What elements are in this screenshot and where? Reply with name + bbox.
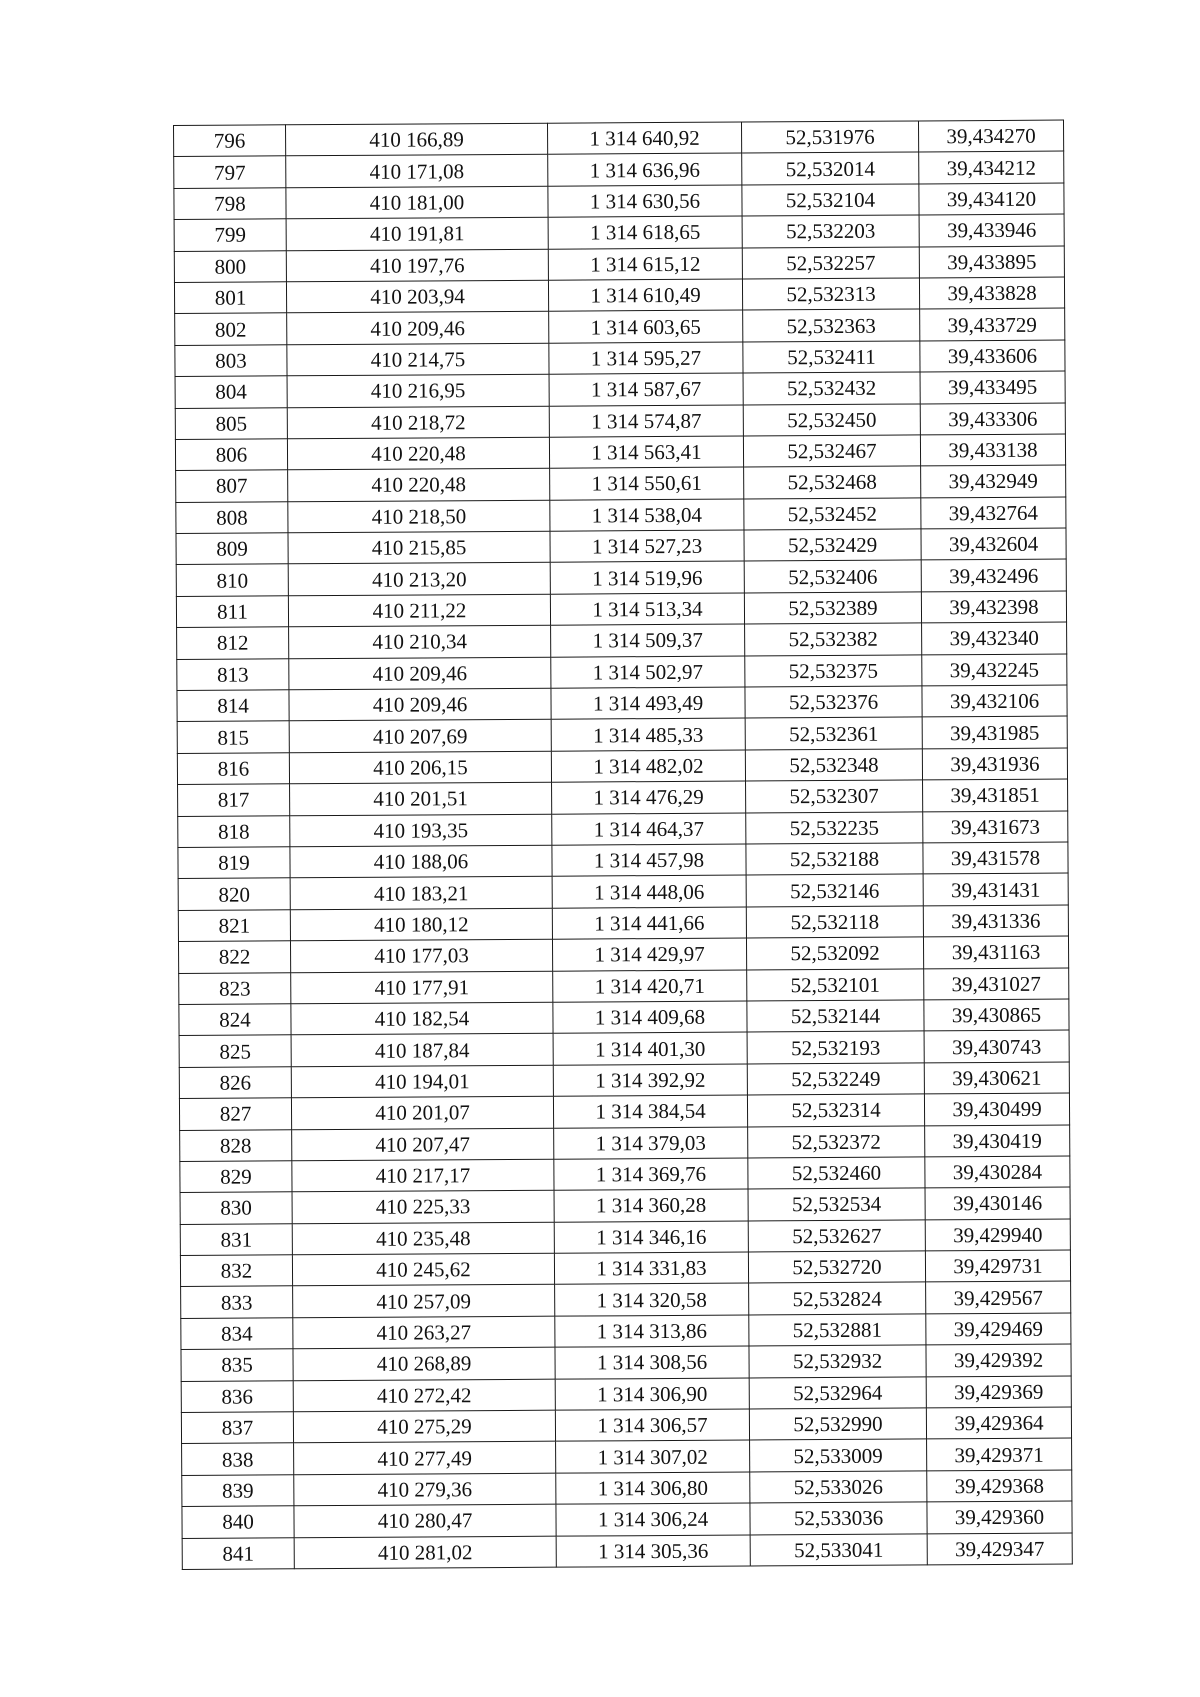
latitude-cell: 52,532534 — [748, 1188, 925, 1220]
x-coordinate-cell: 410 272,42 — [293, 1379, 555, 1412]
latitude-cell: 52,532375 — [745, 655, 922, 687]
y-coordinate-cell: 1 314 429,97 — [552, 938, 746, 971]
y-coordinate-cell: 1 314 603,65 — [549, 310, 743, 343]
longitude-cell: 39,432604 — [921, 528, 1066, 560]
y-coordinate-cell: 1 314 587,67 — [549, 373, 743, 406]
x-coordinate-cell: 410 201,51 — [290, 782, 552, 815]
point-number-cell: 837 — [181, 1412, 293, 1444]
point-number-cell: 817 — [178, 784, 290, 816]
latitude-cell: 52,532188 — [746, 843, 923, 875]
point-number-cell: 811 — [176, 596, 288, 628]
x-coordinate-cell: 410 218,50 — [288, 500, 550, 533]
latitude-cell: 52,532235 — [746, 812, 923, 844]
latitude-cell: 52,532348 — [745, 749, 922, 781]
latitude-cell: 52,533041 — [750, 1533, 927, 1565]
y-coordinate-cell: 1 314 630,56 — [548, 185, 742, 218]
longitude-cell: 39,429940 — [925, 1219, 1070, 1251]
point-number-cell: 831 — [180, 1223, 292, 1255]
latitude-cell: 52,532429 — [744, 529, 921, 561]
latitude-cell: 52,532406 — [744, 560, 921, 592]
point-number-cell: 818 — [178, 815, 290, 847]
point-number-cell: 826 — [179, 1067, 291, 1099]
latitude-cell: 52,533009 — [750, 1439, 927, 1471]
longitude-cell: 39,433946 — [919, 214, 1064, 246]
point-number-cell: 800 — [174, 250, 286, 282]
x-coordinate-cell: 410 214,75 — [287, 343, 549, 376]
point-number-cell: 808 — [176, 501, 288, 533]
x-coordinate-cell: 410 220,48 — [287, 437, 549, 470]
point-number-cell: 797 — [174, 156, 286, 188]
latitude-cell: 52,532468 — [744, 466, 921, 498]
point-number-cell: 834 — [181, 1318, 293, 1350]
point-number-cell: 798 — [174, 188, 286, 220]
x-coordinate-cell: 410 171,08 — [286, 155, 548, 188]
coordinates-table — [173, 120, 1073, 1570]
x-coordinate-cell: 410 194,01 — [291, 1065, 553, 1098]
latitude-cell: 52,532411 — [743, 341, 920, 373]
longitude-cell: 39,430743 — [924, 1030, 1069, 1062]
x-coordinate-cell: 410 216,95 — [287, 374, 549, 407]
longitude-cell: 39,431936 — [922, 748, 1067, 780]
x-coordinate-cell: 410 209,46 — [287, 312, 549, 345]
point-number-cell: 799 — [174, 219, 286, 251]
latitude-cell: 52,532092 — [746, 937, 923, 969]
latitude-cell: 52,532881 — [749, 1314, 926, 1346]
longitude-cell: 39,431163 — [923, 936, 1068, 968]
point-number-cell: 806 — [175, 439, 287, 471]
y-coordinate-cell: 1 314 550,61 — [550, 467, 744, 500]
longitude-cell: 39,432340 — [922, 622, 1067, 654]
longitude-cell: 39,429364 — [926, 1407, 1071, 1439]
longitude-cell: 39,430146 — [925, 1187, 1070, 1219]
y-coordinate-cell: 1 314 640,92 — [547, 122, 741, 155]
latitude-cell: 52,532720 — [748, 1251, 925, 1283]
point-number-cell: 819 — [178, 847, 290, 879]
point-number-cell: 827 — [179, 1098, 291, 1130]
point-number-cell: 832 — [180, 1255, 292, 1287]
y-coordinate-cell: 1 314 306,90 — [555, 1378, 749, 1411]
point-number-cell: 801 — [174, 282, 286, 314]
latitude-cell: 52,532363 — [743, 309, 920, 341]
longitude-cell: 39,430499 — [924, 1093, 1069, 1125]
x-coordinate-cell: 410 188,06 — [290, 845, 552, 878]
longitude-cell: 39,429347 — [927, 1533, 1072, 1565]
x-coordinate-cell: 410 268,89 — [293, 1347, 555, 1380]
point-number-cell: 840 — [182, 1506, 294, 1538]
longitude-cell: 39,433895 — [919, 246, 1064, 278]
latitude-cell: 52,532144 — [747, 1000, 924, 1032]
y-coordinate-cell: 1 314 379,03 — [554, 1127, 748, 1160]
point-number-cell: 812 — [177, 627, 289, 659]
latitude-cell: 52,532249 — [747, 1063, 924, 1095]
y-coordinate-cell: 1 314 502,97 — [551, 656, 745, 689]
longitude-cell: 39,430419 — [925, 1125, 1070, 1157]
longitude-cell: 39,429469 — [926, 1313, 1071, 1345]
longitude-cell: 39,432949 — [921, 465, 1066, 497]
longitude-cell: 39,433138 — [920, 434, 1065, 466]
x-coordinate-cell: 410 235,48 — [292, 1222, 554, 1255]
point-number-cell: 803 — [175, 345, 287, 377]
x-coordinate-cell: 410 191,81 — [286, 217, 548, 250]
x-coordinate-cell: 410 180,12 — [290, 908, 552, 941]
x-coordinate-cell: 410 245,62 — [292, 1253, 554, 1286]
y-coordinate-cell: 1 314 306,57 — [555, 1409, 749, 1442]
x-coordinate-cell: 410 207,69 — [289, 720, 551, 753]
x-coordinate-cell: 410 257,09 — [293, 1285, 555, 1318]
point-number-cell: 809 — [176, 533, 288, 565]
y-coordinate-cell: 1 314 401,30 — [553, 1032, 747, 1065]
point-number-cell: 810 — [176, 564, 288, 596]
y-coordinate-cell: 1 314 513,34 — [550, 593, 744, 626]
x-coordinate-cell: 410 225,33 — [292, 1190, 554, 1223]
y-coordinate-cell: 1 314 313,86 — [555, 1315, 749, 1348]
latitude-cell: 52,532450 — [743, 403, 920, 435]
x-coordinate-cell: 410 183,21 — [290, 877, 552, 910]
y-coordinate-cell: 1 314 610,49 — [548, 279, 742, 312]
longitude-cell: 39,429731 — [925, 1250, 1070, 1282]
y-coordinate-cell: 1 314 482,02 — [551, 750, 745, 783]
longitude-cell: 39,431336 — [923, 905, 1068, 937]
x-coordinate-cell: 410 210,34 — [289, 625, 551, 658]
x-coordinate-cell: 410 181,00 — [286, 186, 548, 219]
y-coordinate-cell: 1 314 369,76 — [554, 1158, 748, 1191]
latitude-cell: 52,532307 — [746, 780, 923, 812]
point-number-cell: 804 — [175, 376, 287, 408]
x-coordinate-cell: 410 177,03 — [290, 939, 552, 972]
y-coordinate-cell: 1 314 384,54 — [553, 1095, 747, 1128]
latitude-cell: 52,532314 — [747, 1094, 924, 1126]
point-number-cell: 816 — [177, 753, 289, 785]
point-number-cell: 833 — [181, 1286, 293, 1318]
longitude-cell: 39,432245 — [922, 654, 1067, 686]
y-coordinate-cell: 1 314 595,27 — [549, 342, 743, 375]
y-coordinate-cell: 1 314 485,33 — [551, 718, 745, 751]
x-coordinate-cell: 410 201,07 — [291, 1096, 553, 1129]
y-coordinate-cell: 1 314 360,28 — [554, 1189, 748, 1222]
x-coordinate-cell: 410 280,47 — [294, 1504, 556, 1537]
latitude-cell: 52,532257 — [742, 247, 919, 279]
x-coordinate-cell: 410 215,85 — [288, 531, 550, 564]
latitude-cell: 52,532990 — [749, 1408, 926, 1440]
y-coordinate-cell: 1 314 392,92 — [553, 1064, 747, 1097]
latitude-cell: 52,532382 — [745, 623, 922, 655]
point-number-cell: 828 — [180, 1129, 292, 1161]
y-coordinate-cell: 1 314 574,87 — [549, 405, 743, 438]
latitude-cell: 52,532101 — [747, 968, 924, 1000]
y-coordinate-cell: 1 314 306,24 — [556, 1503, 750, 1536]
longitude-cell: 39,433495 — [920, 371, 1065, 403]
x-coordinate-cell: 410 203,94 — [286, 280, 548, 313]
longitude-cell: 39,433729 — [920, 308, 1065, 340]
point-number-cell: 821 — [178, 910, 290, 942]
y-coordinate-cell: 1 314 307,02 — [556, 1440, 750, 1473]
point-number-cell: 836 — [181, 1380, 293, 1412]
point-number-cell: 838 — [182, 1443, 294, 1475]
longitude-cell: 39,431851 — [923, 779, 1068, 811]
latitude-cell: 52,532467 — [743, 435, 920, 467]
longitude-cell: 39,431027 — [924, 968, 1069, 1000]
point-number-cell: 813 — [177, 658, 289, 690]
longitude-cell: 39,431578 — [923, 842, 1068, 874]
x-coordinate-cell: 410 211,22 — [288, 594, 550, 627]
x-coordinate-cell: 410 281,02 — [294, 1536, 556, 1569]
point-number-cell: 829 — [180, 1161, 292, 1193]
longitude-cell: 39,433606 — [920, 340, 1065, 372]
point-number-cell: 820 — [178, 878, 290, 910]
x-coordinate-cell: 410 279,36 — [294, 1473, 556, 1506]
x-coordinate-cell: 410 277,49 — [294, 1442, 556, 1475]
x-coordinate-cell: 410 193,35 — [290, 814, 552, 847]
longitude-cell: 39,434120 — [919, 183, 1064, 215]
latitude-cell: 52,532432 — [743, 372, 920, 404]
latitude-cell: 52,532193 — [747, 1031, 924, 1063]
y-coordinate-cell: 1 314 448,06 — [552, 875, 746, 908]
longitude-cell: 39,432106 — [922, 685, 1067, 717]
point-number-cell: 807 — [176, 470, 288, 502]
latitude-cell: 52,532460 — [748, 1157, 925, 1189]
y-coordinate-cell: 1 314 615,12 — [548, 248, 742, 281]
longitude-cell: 39,429392 — [926, 1344, 1071, 1376]
y-coordinate-cell: 1 314 519,96 — [550, 561, 744, 594]
point-number-cell: 835 — [181, 1349, 293, 1381]
latitude-cell: 52,531976 — [741, 121, 918, 153]
y-coordinate-cell: 1 314 509,37 — [551, 624, 745, 657]
x-coordinate-cell: 410 217,17 — [292, 1159, 554, 1192]
longitude-cell: 39,434212 — [919, 151, 1064, 183]
point-number-cell: 822 — [178, 941, 290, 973]
latitude-cell: 52,532118 — [746, 906, 923, 938]
point-number-cell: 815 — [177, 721, 289, 753]
y-coordinate-cell: 1 314 420,71 — [553, 970, 747, 1003]
x-coordinate-cell: 410 263,27 — [293, 1316, 555, 1349]
latitude-cell: 52,533036 — [750, 1502, 927, 1534]
y-coordinate-cell: 1 314 476,29 — [552, 781, 746, 814]
latitude-cell: 52,532361 — [745, 717, 922, 749]
x-coordinate-cell: 410 209,46 — [289, 688, 551, 721]
point-number-cell: 839 — [182, 1475, 294, 1507]
y-coordinate-cell: 1 314 320,58 — [555, 1283, 749, 1316]
latitude-cell: 52,532932 — [749, 1345, 926, 1377]
latitude-cell: 52,532389 — [744, 592, 921, 624]
x-coordinate-cell: 410 218,72 — [287, 406, 549, 439]
x-coordinate-cell: 410 209,46 — [289, 657, 551, 690]
table-row — [182, 1533, 1072, 1570]
x-coordinate-cell: 410 187,84 — [291, 1034, 553, 1067]
longitude-cell: 39,430621 — [924, 1062, 1069, 1094]
longitude-cell: 39,432496 — [921, 560, 1066, 592]
latitude-cell: 52,532376 — [745, 686, 922, 718]
longitude-cell: 39,431985 — [922, 716, 1067, 748]
y-coordinate-cell: 1 314 464,37 — [552, 813, 746, 846]
x-coordinate-cell: 410 177,91 — [291, 971, 553, 1004]
y-coordinate-cell: 1 314 538,04 — [550, 499, 744, 532]
longitude-cell: 39,432398 — [921, 591, 1066, 623]
y-coordinate-cell: 1 314 527,23 — [550, 530, 744, 563]
x-coordinate-cell: 410 207,47 — [292, 1128, 554, 1161]
coordinates-table-body — [174, 120, 1073, 1569]
longitude-cell: 39,431431 — [923, 873, 1068, 905]
longitude-cell: 39,429567 — [926, 1281, 1071, 1313]
latitude-cell: 52,532824 — [749, 1282, 926, 1314]
longitude-cell: 39,429369 — [926, 1376, 1071, 1408]
longitude-cell: 39,429371 — [927, 1438, 1072, 1470]
longitude-cell: 39,430284 — [925, 1156, 1070, 1188]
latitude-cell: 52,532964 — [749, 1377, 926, 1409]
longitude-cell: 39,429368 — [927, 1470, 1072, 1502]
longitude-cell: 39,431673 — [923, 811, 1068, 843]
latitude-cell: 52,532014 — [742, 152, 919, 184]
longitude-cell: 39,432764 — [921, 497, 1066, 529]
latitude-cell: 52,532146 — [746, 874, 923, 906]
point-number-cell: 805 — [175, 407, 287, 439]
longitude-cell: 39,429360 — [927, 1501, 1072, 1533]
latitude-cell: 52,532313 — [742, 278, 919, 310]
y-coordinate-cell: 1 314 308,56 — [555, 1346, 749, 1379]
longitude-cell: 39,430865 — [924, 999, 1069, 1031]
point-number-cell: 825 — [179, 1035, 291, 1067]
latitude-cell: 52,532104 — [742, 184, 919, 216]
x-coordinate-cell: 410 220,48 — [288, 469, 550, 502]
latitude-cell: 52,532452 — [744, 498, 921, 530]
y-coordinate-cell: 1 314 346,16 — [554, 1221, 748, 1254]
point-number-cell: 830 — [180, 1192, 292, 1224]
y-coordinate-cell: 1 314 636,96 — [548, 153, 742, 186]
y-coordinate-cell: 1 314 409,68 — [553, 1001, 747, 1034]
y-coordinate-cell: 1 314 457,98 — [552, 844, 746, 877]
x-coordinate-cell: 410 206,15 — [289, 751, 551, 784]
point-number-cell: 814 — [177, 690, 289, 722]
y-coordinate-cell: 1 314 441,66 — [552, 907, 746, 940]
x-coordinate-cell: 410 275,29 — [293, 1410, 555, 1443]
y-coordinate-cell: 1 314 331,83 — [554, 1252, 748, 1285]
y-coordinate-cell: 1 314 563,41 — [549, 436, 743, 469]
y-coordinate-cell: 1 314 306,80 — [556, 1472, 750, 1505]
latitude-cell: 52,532372 — [748, 1125, 925, 1157]
x-coordinate-cell: 410 213,20 — [288, 563, 550, 596]
point-number-cell: 796 — [174, 125, 286, 157]
x-coordinate-cell: 410 182,54 — [291, 1002, 553, 1035]
latitude-cell: 52,532203 — [742, 215, 919, 247]
y-coordinate-cell: 1 314 618,65 — [548, 216, 742, 249]
point-number-cell: 841 — [182, 1537, 294, 1569]
latitude-cell: 52,532627 — [748, 1220, 925, 1252]
longitude-cell: 39,433828 — [919, 277, 1064, 309]
longitude-cell: 39,433306 — [920, 403, 1065, 435]
point-number-cell: 824 — [179, 1004, 291, 1036]
longitude-cell: 39,434270 — [918, 120, 1063, 152]
y-coordinate-cell: 1 314 493,49 — [551, 687, 745, 720]
x-coordinate-cell: 410 197,76 — [286, 249, 548, 282]
point-number-cell: 802 — [175, 313, 287, 345]
x-coordinate-cell: 410 166,89 — [286, 123, 548, 156]
latitude-cell: 52,533026 — [750, 1471, 927, 1503]
y-coordinate-cell: 1 314 305,36 — [556, 1535, 750, 1568]
point-number-cell: 823 — [179, 972, 291, 1004]
